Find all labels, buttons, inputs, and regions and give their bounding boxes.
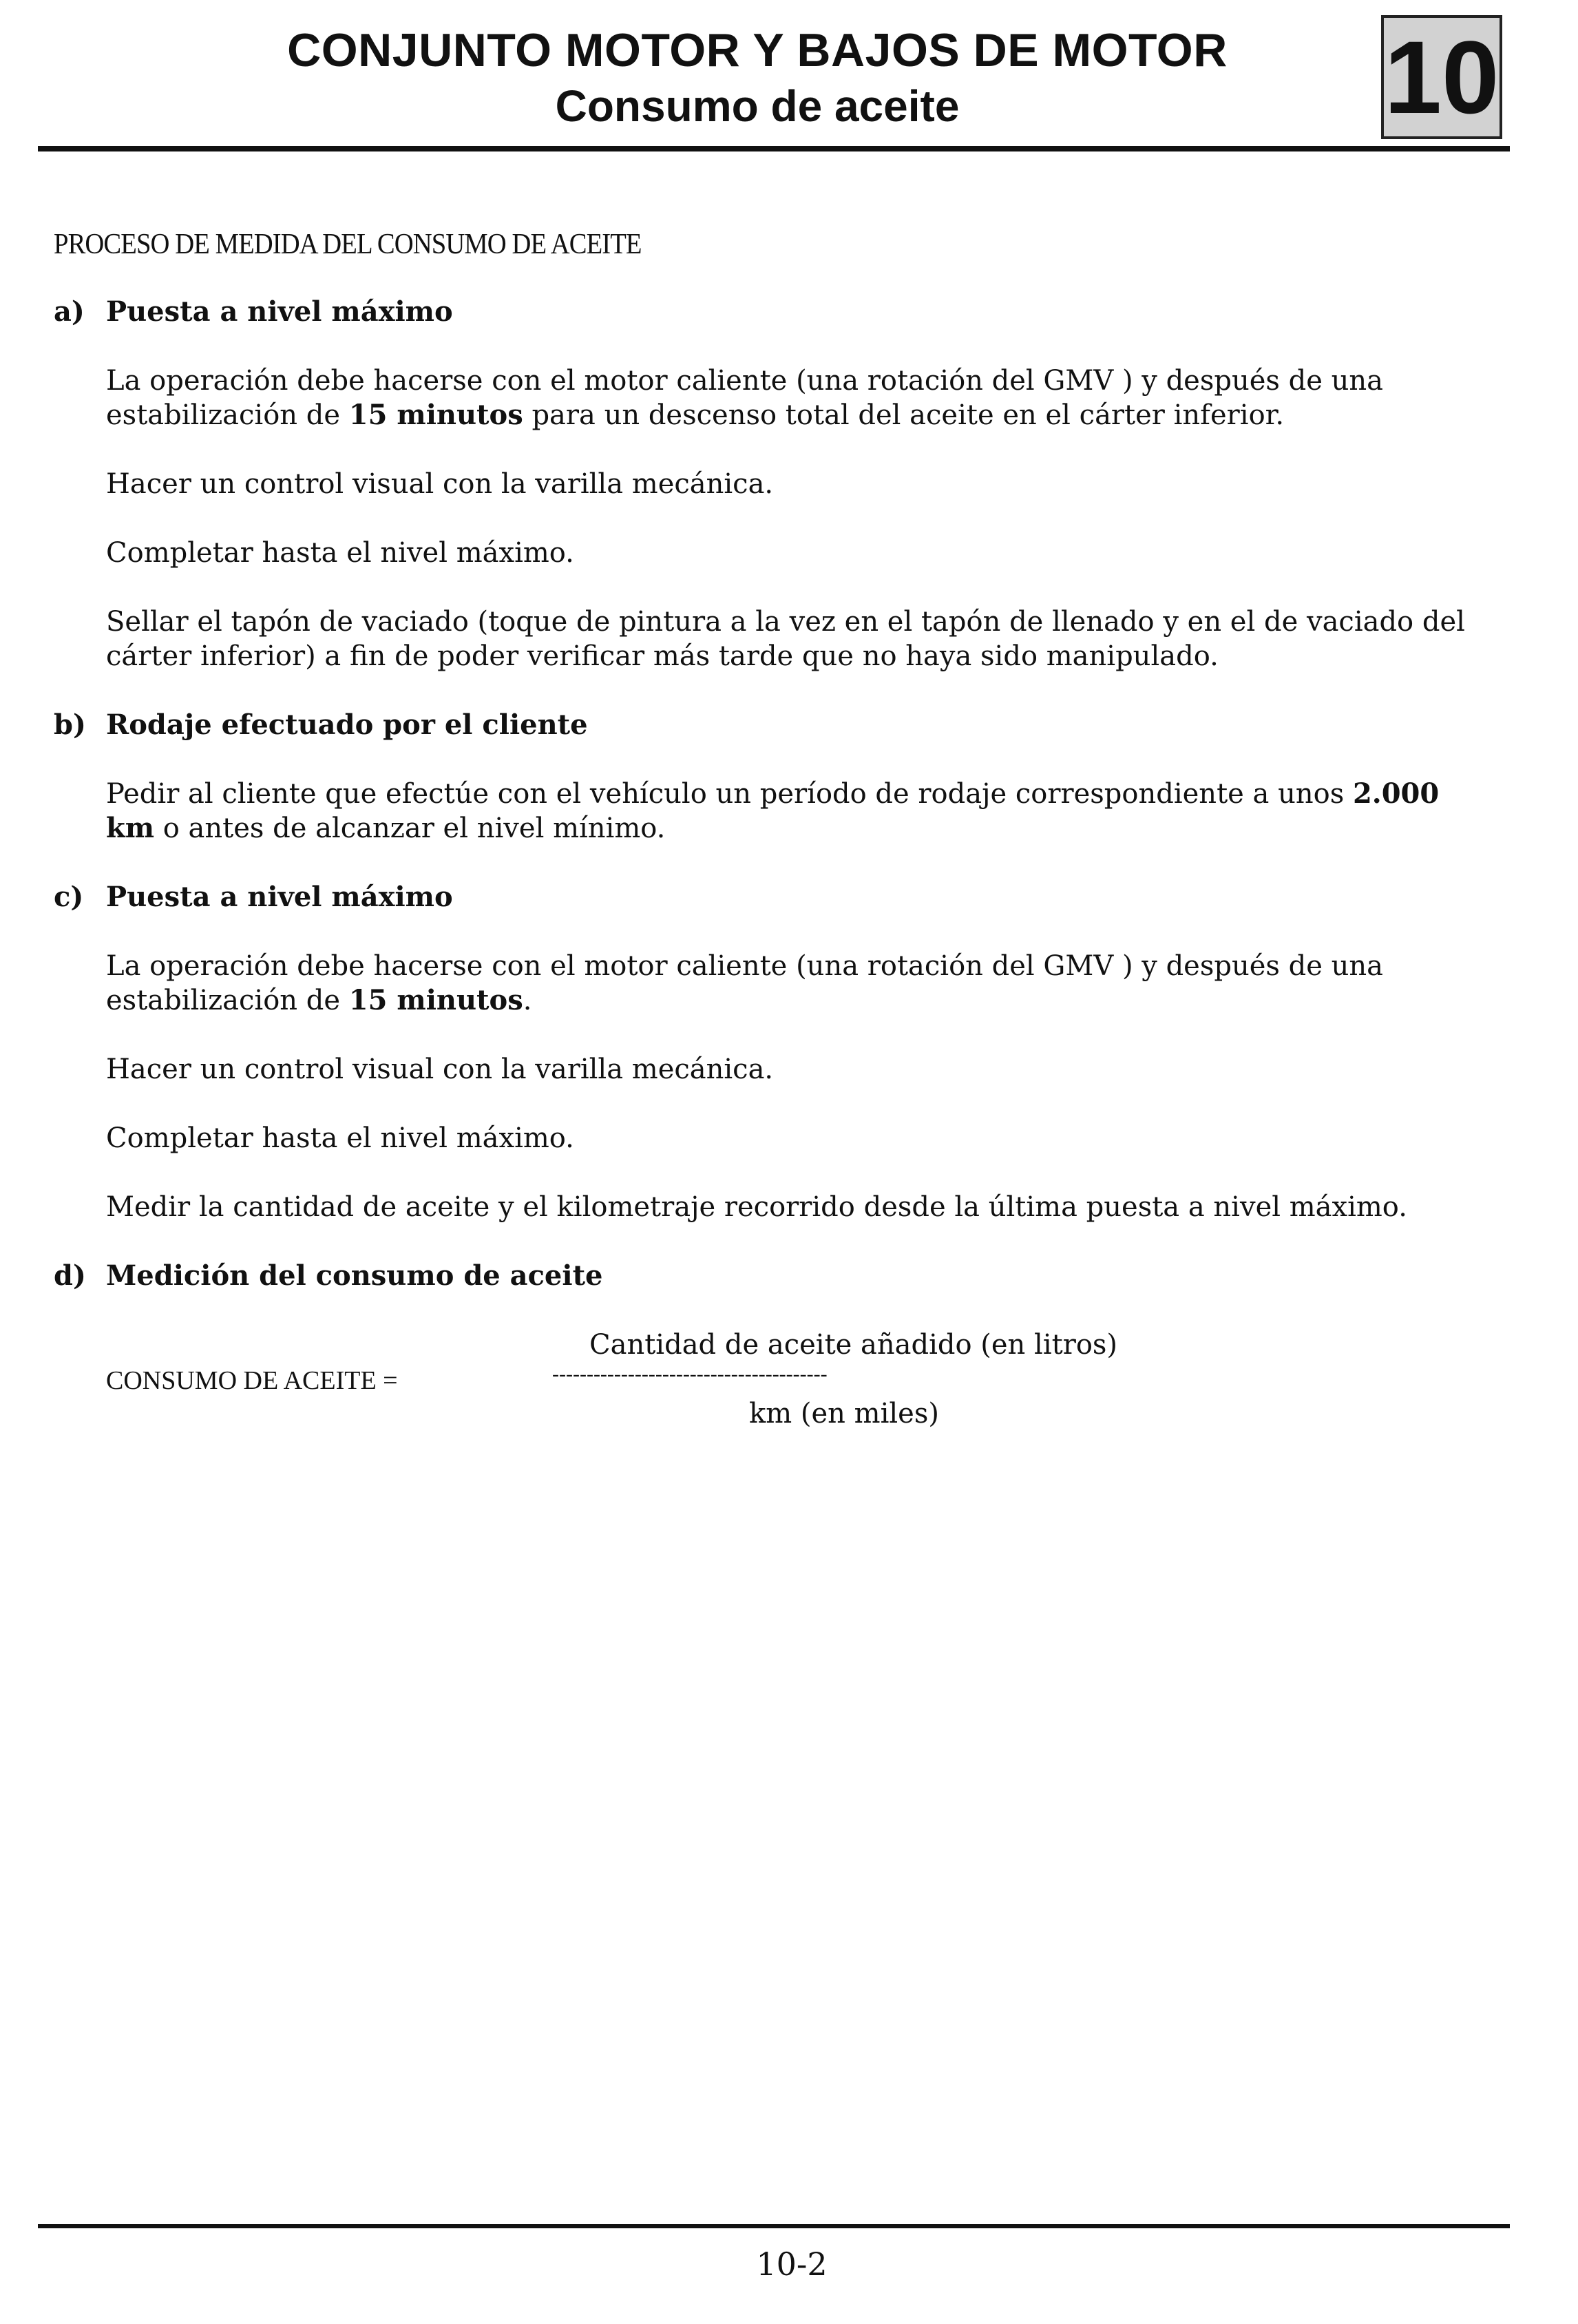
paragraph: Hacer un control visual con la varilla mecánica. (106, 468, 774, 500)
text: La operación debe hacerse con el motor caliente (una rotación del GMV ) y después de una estabilización de (106, 365, 1384, 431)
bold-text: 2.000 km (106, 777, 1440, 844)
oil-consumption-formula (106, 1328, 1458, 1438)
step-title-text: Rodaje efectuado por el cliente (106, 709, 588, 741)
step-letter: d) (54, 1259, 86, 1292)
text: para un descenso total del aceite en el cárter inferior. (523, 399, 1285, 431)
paragraph: Hacer un control visual con la varilla mecánica. (106, 1054, 774, 1085)
document-body (54, 227, 1465, 1438)
paragraph: Completar hasta el nivel máximo. (106, 537, 574, 569)
step-b-title (54, 708, 1458, 742)
step-letter: b) (54, 709, 86, 741)
paragraph (106, 949, 1476, 1018)
step-title-text: Medición del consumo de aceite (106, 1259, 603, 1292)
step-c-title (54, 880, 1458, 914)
paragraph (106, 777, 1476, 846)
page-number: 10-2 (756, 2246, 828, 2283)
formula-numerator: Cantidad de aceite añadido (en litros) (589, 1329, 1118, 1361)
formula-label: CONSUMO DE ACEITE = (106, 1366, 398, 1395)
section-heading: PROCESO DE MEDIDA DEL CONSUMO DE ACEITE (54, 229, 642, 260)
header-subtitle: Consumo de aceite (555, 81, 960, 131)
paragraph: Sellar el tapón de vaciado (toque de pintura a la vez en el tapón de llenado y en el de vaciado del cárter inferior) a fin de poder verificar más tarde que no haya sido manipulado. (106, 606, 1465, 672)
step-a-title (54, 295, 1458, 329)
step-d-title (54, 1259, 1458, 1293)
text: La operación debe hacerse con el motor caliente (una rotación del GMV ) y después de una estabilización de (106, 950, 1384, 1016)
chapter-number-box: 10 (1381, 15, 1502, 139)
step-letter: c) (54, 881, 84, 913)
paragraph (106, 364, 1476, 432)
paragraph: Completar hasta el nivel máximo. (106, 1122, 574, 1154)
footer-divider (38, 2224, 1510, 2228)
step-letter: a) (54, 295, 85, 328)
text: Pedir al cliente que efectúe con el vehículo un período de rodaje correspondiente a unos (106, 778, 1353, 810)
formula-fraction-line: ---------------------------------------- (552, 1363, 828, 1385)
bold-text: 15 minutos (348, 984, 523, 1016)
header-divider (38, 146, 1510, 151)
header-title: CONJUNTO MOTOR Y BAJOS DE MOTOR (287, 24, 1228, 76)
bold-text: 15 minutos (348, 399, 523, 431)
step-title-text: Puesta a nivel máximo (106, 295, 453, 328)
step-title-text: Puesta a nivel máximo (106, 881, 453, 913)
paragraph: Medir la cantidad de aceite y el kilometraje recorrido desde la última puesta a nivel máximo. (106, 1191, 1407, 1223)
text: . (523, 985, 532, 1016)
formula-denominator: km (en miles) (749, 1398, 939, 1430)
text: o antes de alcanzar el nivel mínimo. (154, 813, 666, 844)
